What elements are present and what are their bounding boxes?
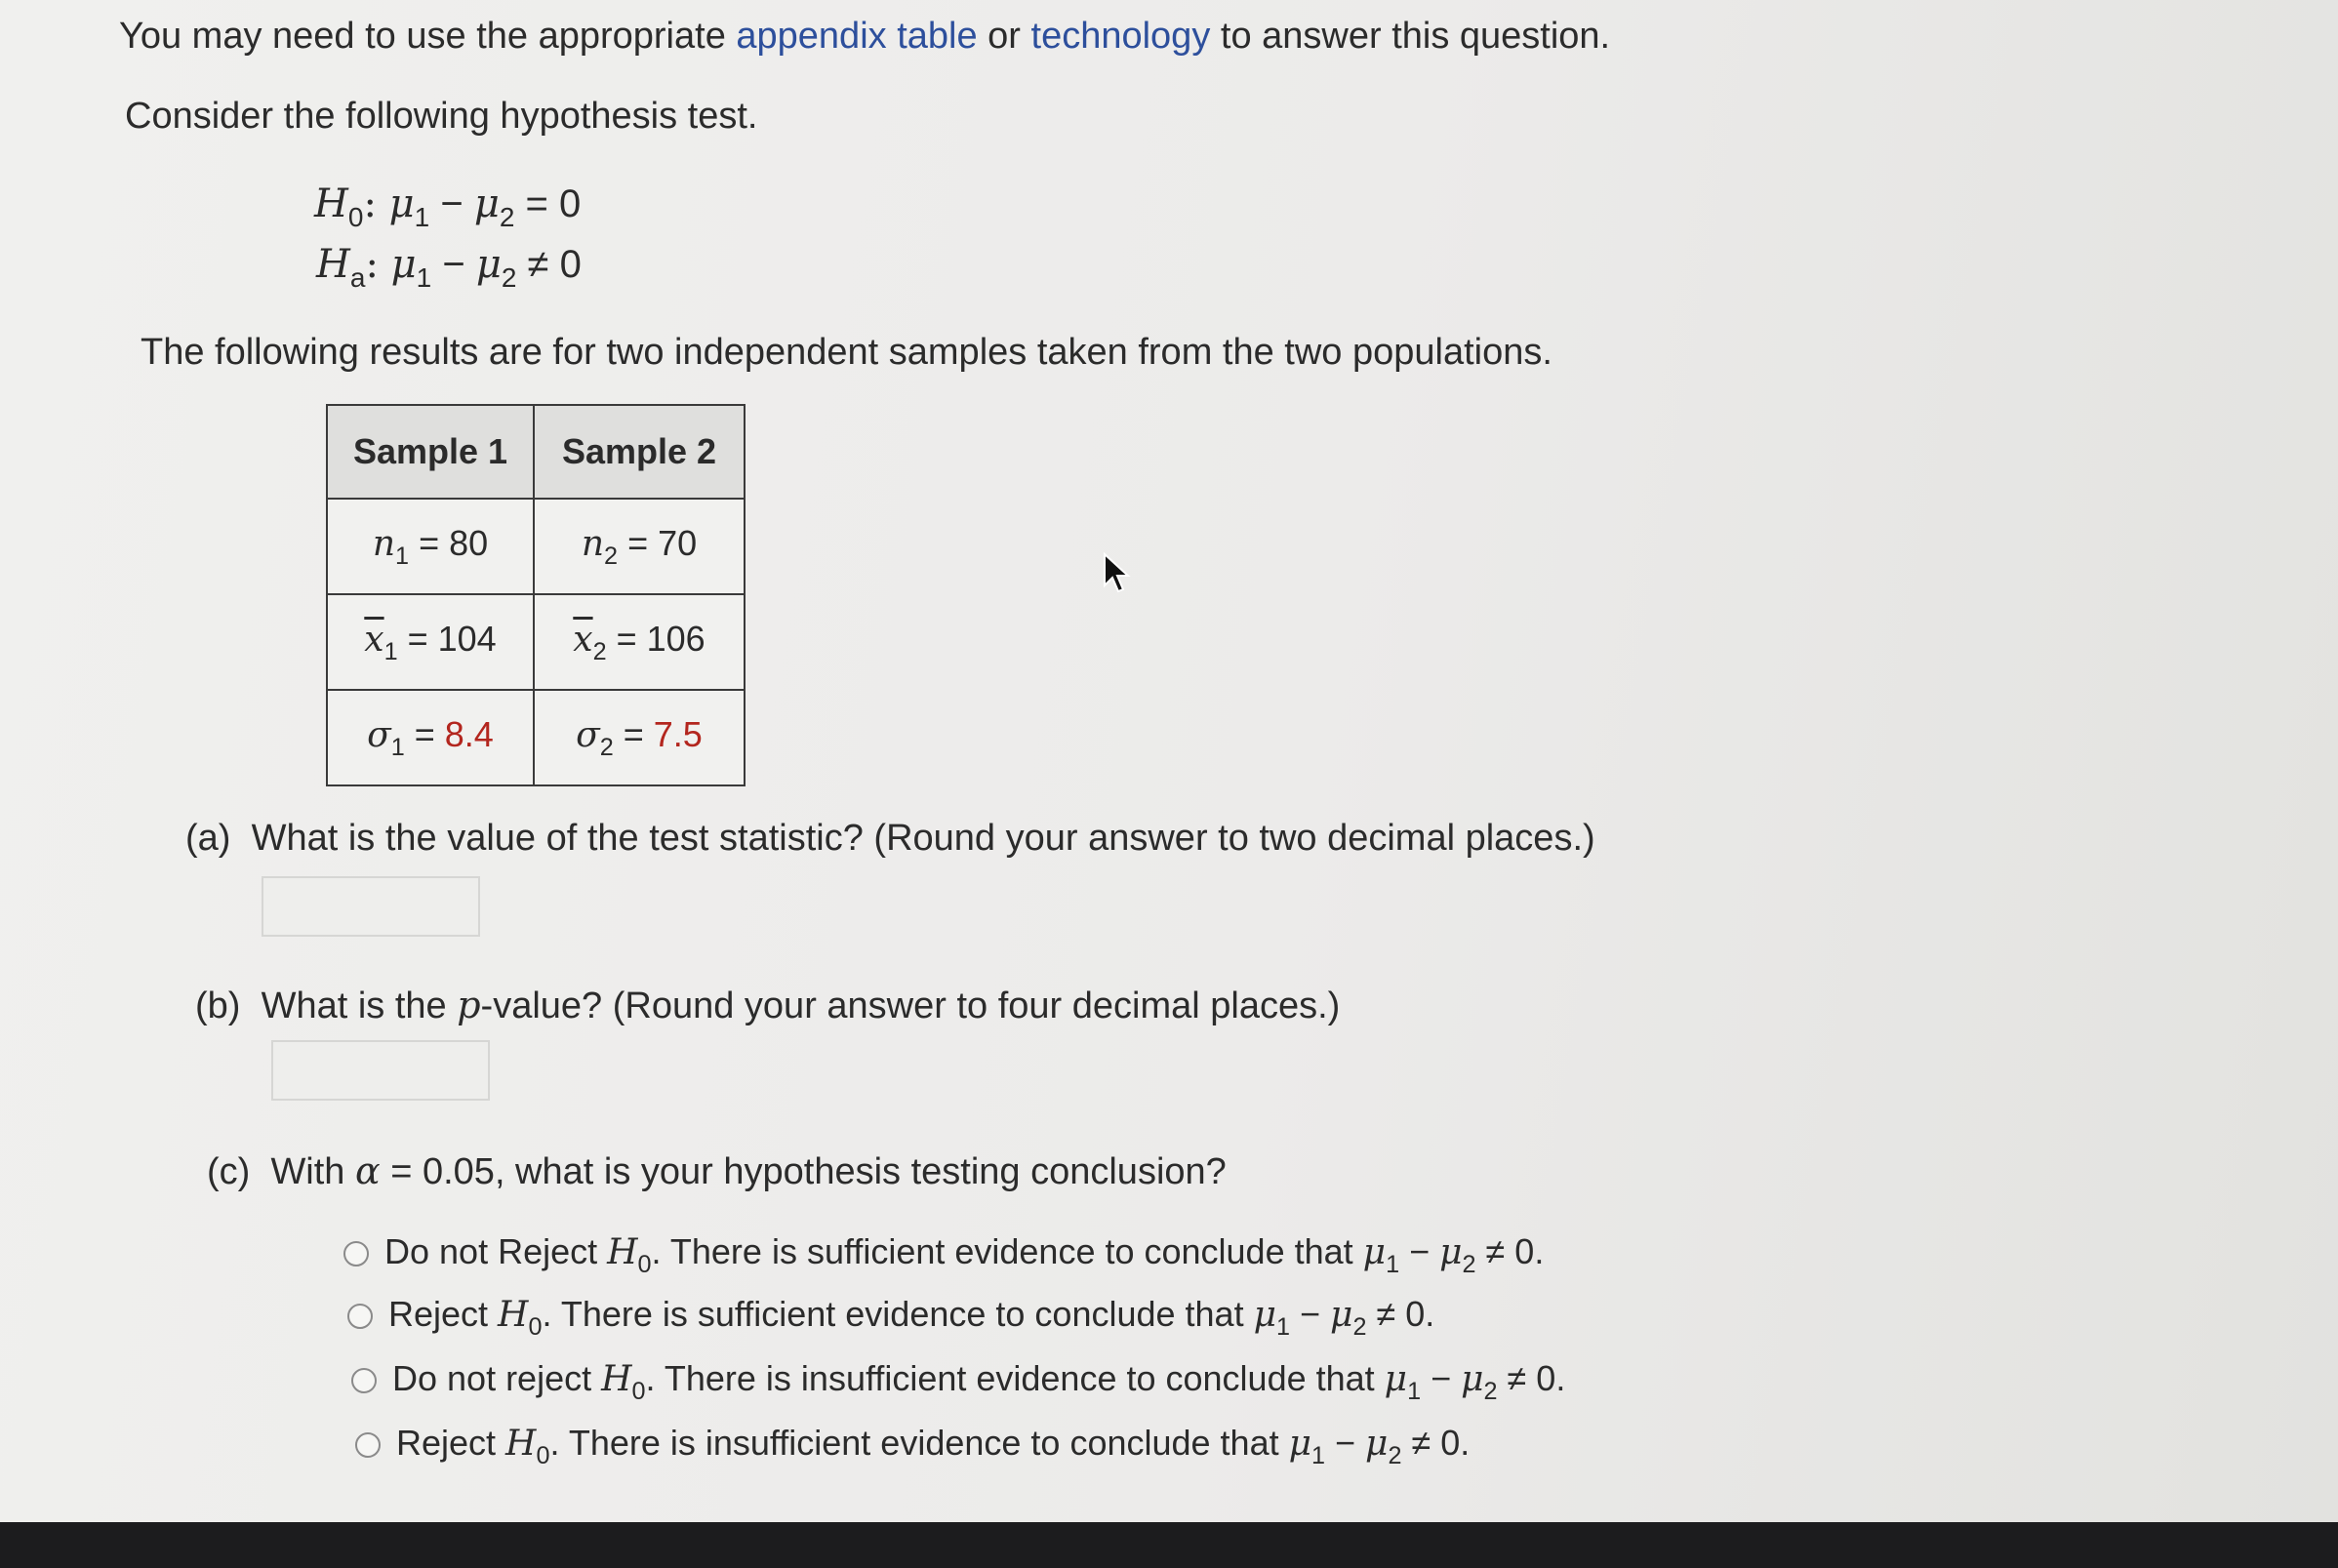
radio-option-4[interactable]: [355, 1432, 381, 1458]
question-c-text-post: = 0.05, what is your hypothesis testing conclusion?: [380, 1151, 1227, 1192]
x1-cell: $\overline{x}_1 = 104$: [327, 594, 534, 690]
alternative-hypothesis: $H_a$: $\mu_1 - \mu_2 \ne 0$: [316, 242, 582, 293]
sample-table: [326, 404, 746, 786]
intro-suffix: to answer this question.: [1210, 16, 1611, 57]
mu1-subscript: 1: [414, 201, 430, 232]
n1-value: 80: [449, 522, 489, 563]
results-text: The following results are for two independent samples taken from the two populations.: [141, 332, 1552, 373]
appendix-table-link[interactable]: appendix table: [736, 16, 978, 57]
mu2-symbol: μ: [475, 242, 502, 287]
mu2-subscript: 2: [501, 261, 517, 293]
p-value-input[interactable]: [271, 1040, 490, 1101]
option-4-lead: Reject: [396, 1423, 506, 1463]
intro-line: [119, 16, 1610, 58]
question-b-text-pre: What is the: [261, 985, 458, 1026]
technology-link[interactable]: technology: [1030, 16, 1211, 57]
mu1-symbol: μ: [390, 242, 417, 287]
question-a-label: (a): [185, 818, 231, 859]
h0-subscript: 0: [347, 201, 364, 232]
ha-value: 0: [559, 243, 582, 286]
question-c-text-pre: With: [270, 1151, 355, 1192]
x1-value: 104: [437, 618, 497, 659]
screen-bezel: [0, 1522, 2338, 1568]
question-b-label: (b): [195, 985, 241, 1026]
sample2-header: Sample 2: [534, 405, 745, 499]
mu1-subscript: 1: [416, 261, 432, 293]
radio-option-1[interactable]: [343, 1241, 369, 1266]
mu2-subscript: 2: [499, 201, 515, 232]
x2-value: 106: [646, 618, 705, 659]
question-c: [207, 1149, 1227, 1193]
intro-middle: or: [977, 16, 1031, 57]
option-3[interactable]: Do not reject $H_0$. There is insufficient evidence to conclude that $\mu_1 - \mu_2 \ne 0$.: [351, 1358, 1565, 1406]
option-2-tail: . There is sufficient evidence to conclude that: [542, 1294, 1254, 1334]
n2-cell: $n_2 = 70$: [534, 499, 745, 594]
null-hypothesis: $H_0$: $\mu_1 - \mu_2 = 0$: [314, 181, 582, 232]
radio-option-2[interactable]: [347, 1304, 373, 1329]
consider-text: Consider the following hypothesis test.: [125, 96, 758, 137]
question-a-text: What is the value of the test statistic? (Round your answer to two decimal places.): [251, 818, 1595, 859]
ha-subscript: a: [349, 261, 366, 293]
question-a: [185, 818, 1595, 860]
test-statistic-input[interactable]: [262, 876, 480, 937]
mu2-symbol: μ: [473, 181, 500, 226]
question-b-p: p: [457, 984, 481, 1026]
n1-cell: $n_1 = 80$: [327, 499, 534, 594]
sigma2-cell: $\sigma_2 = 7.5$: [534, 690, 745, 785]
intro-prefix: You may need to use the appropriate: [119, 16, 737, 57]
question-b: [195, 984, 1340, 1027]
h0-value: 0: [559, 182, 582, 225]
ha-symbol: H: [316, 242, 350, 287]
sigma1-value: 8.4: [444, 713, 494, 754]
h0-operator: =: [525, 182, 548, 225]
sigma1-cell: $\sigma_1 = 8.4$: [327, 690, 534, 785]
mouse-cursor-icon: [1103, 552, 1132, 595]
n2-value: 70: [658, 522, 698, 563]
option-2-lead: Reject: [388, 1294, 499, 1334]
option-3-tail: . There is insufficient evidence to conclude that: [645, 1358, 1385, 1398]
alpha-symbol: α: [355, 1149, 381, 1192]
option-1-lead: Do not Reject: [384, 1231, 608, 1271]
h0-symbol: H: [314, 181, 348, 226]
sample1-header: Sample 1: [327, 405, 534, 499]
option-4[interactable]: Reject $H_0$. There is insufficient evidence to conclude that $\mu_1 - \mu_2 \ne 0$.: [355, 1423, 1470, 1470]
sigma2-value: 7.5: [653, 713, 703, 754]
mu1-symbol: μ: [388, 181, 415, 226]
option-1-tail: . There is sufficient evidence to conclude that: [651, 1231, 1363, 1271]
radio-option-3[interactable]: [351, 1368, 377, 1393]
option-3-lead: Do not reject: [392, 1358, 602, 1398]
option-2[interactable]: Reject $H_0$. There is sufficient evidence to conclude that $\mu_1 - \mu_2 \ne 0$.: [347, 1294, 1434, 1342]
ha-operator: ≠: [527, 243, 549, 286]
x2-cell: $\overline{x}_2 = 106$: [534, 594, 745, 690]
option-4-tail: . There is insufficient evidence to conclude that: [549, 1423, 1289, 1463]
question-b-text-post: -value? (Round your answer to four decimal places.): [480, 985, 1341, 1026]
question-c-label: (c): [207, 1151, 251, 1192]
option-1[interactable]: Do not Reject $H_0$. There is sufficient evidence to conclude that $\mu_1 - \mu_2 \ne 0$.: [343, 1231, 1544, 1279]
